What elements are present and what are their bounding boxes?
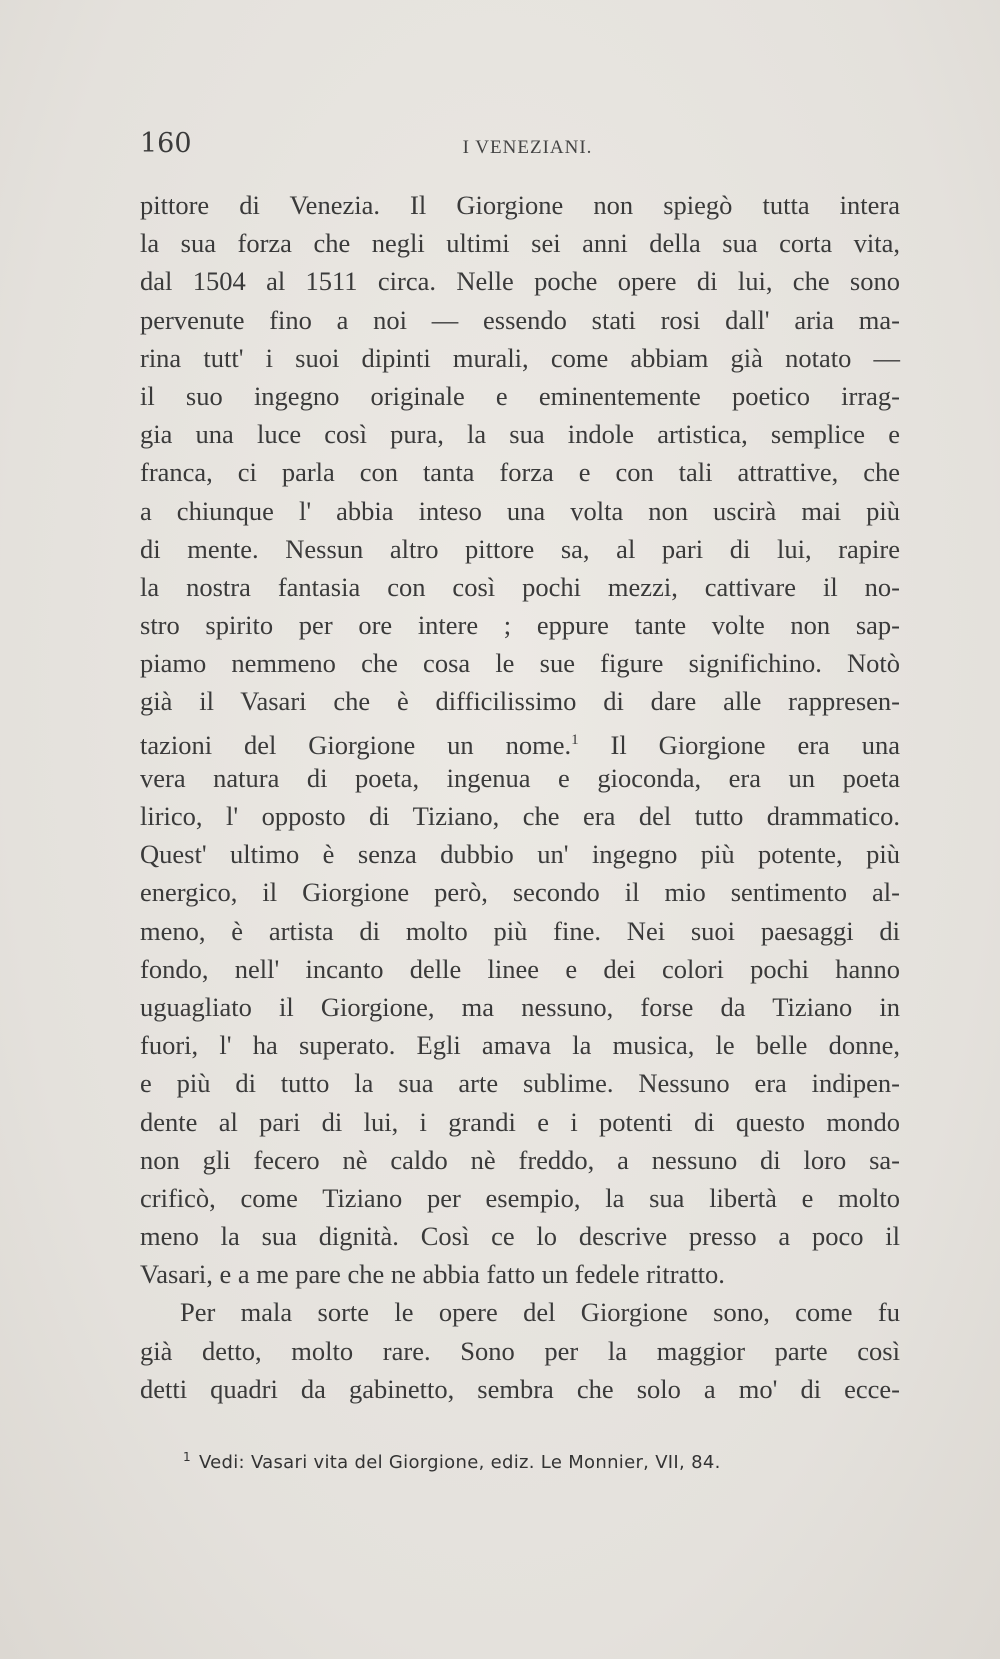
- text-line: rina tutt' i suoi dipinti murali, come abbiam già notato —: [140, 342, 900, 373]
- text-line: già detto, molto rare. Sono per la maggior parte così: [140, 1335, 900, 1366]
- footnote-reference[interactable]: 1: [571, 731, 579, 748]
- text-line-paragraph-start: Per mala sorte le opere del Giorgione sono, come fu: [180, 1297, 900, 1328]
- text-line: meno, è artista di molto più fine. Nei suoi paesaggi di: [140, 915, 900, 946]
- text-line: vera natura di poeta, ingenua e gioconda, era un poeta: [140, 762, 900, 793]
- text-line: e più di tutto la sua arte sublime. Nessuno era indipen-: [140, 1068, 900, 1099]
- text-line: la nostra fantasia con così pochi mezzi, cattivare il no-: [140, 571, 900, 602]
- footnote: [183, 1452, 903, 1473]
- text-line: stro spirito per ore intere ; eppure tante volte non sap-: [140, 610, 900, 641]
- text-line: detti quadri da gabinetto, sembra che solo a mo' di ecce-: [140, 1373, 900, 1404]
- text-line: a chiunque l' abbia inteso una volta non uscirà mai più: [140, 495, 900, 526]
- text-line: crificò, come Tiziano per esempio, la sua libertà e molto: [140, 1182, 900, 1213]
- text-line-with-footnote-ref: [140, 721, 900, 759]
- text-line: fondo, nell' incanto delle linee e dei colori pochi hanno: [140, 953, 900, 984]
- text-line: dente al pari di lui, i grandi e i potenti di questo mondo: [140, 1106, 900, 1137]
- text-fragment: Il Giorgione era una: [610, 729, 900, 760]
- text-line: meno la sua dignità. Così ce lo descrive presso a poco il: [140, 1221, 900, 1252]
- text-line: di mente. Nessun altro pittore sa, al pari di lui, rapire: [140, 533, 900, 564]
- text-line: pittore di Venezia. Il Giorgione non spiegò tutta intera: [140, 190, 900, 220]
- running-title: I VENEZIANI.: [462, 137, 593, 158]
- body-text: [140, 186, 900, 1408]
- text-line: energico, il Giorgione però, secondo il mio sentimento al-: [140, 877, 900, 908]
- page-header: [140, 128, 915, 168]
- footnote-text: Vedi: Vasari vita del Giorgione, ediz. Le Monnier, VII, 84.: [198, 1452, 721, 1473]
- text-line: lirico, l' opposto di Tiziano, che era del tutto drammatico.: [140, 801, 900, 831]
- text-line: gia una luce così pura, la sua indole artistica, semplice e: [140, 419, 900, 450]
- text-line: pervenute fino a noi — essendo stati rosi dall' aria ma-: [140, 304, 900, 335]
- text-line-paragraph-end: Vasari, e a me pare che ne abbia fatto un fedele ritratto.: [140, 1259, 725, 1290]
- text-fragment: tazioni del Giorgione un nome.: [140, 729, 572, 760]
- text-line: il suo ingegno originale e eminentemente poetico irrag-: [140, 380, 900, 411]
- text-line: Quest' ultimo è senza dubbio un' ingegno più potente, più: [140, 839, 900, 870]
- text-line: dal 1504 al 1511 circa. Nelle poche opere di lui, che sono: [140, 266, 900, 297]
- page-number: 160: [140, 128, 192, 159]
- text-line: la sua forza che negli ultimi sei anni della sua corta vita,: [140, 228, 900, 259]
- text-line: già il Vasari che è difficilissimo di dare alle rappresen-: [140, 686, 900, 717]
- text-line: fuori, l' ha superato. Egli amava la musica, le belle donne,: [140, 1030, 900, 1061]
- footnote-marker: 1: [183, 1450, 191, 1464]
- text-line: franca, ci parla con tanta forza e con tali attrattive, che: [140, 457, 900, 488]
- text-line: uguagliato il Giorgione, ma nessuno, forse da Tiziano in: [140, 991, 900, 1022]
- text-line: piamo nemmeno che cosa le sue figure significhino. Notò: [140, 648, 900, 679]
- text-line: non gli fecero nè caldo nè freddo, a nessuno di loro sa-: [140, 1144, 900, 1175]
